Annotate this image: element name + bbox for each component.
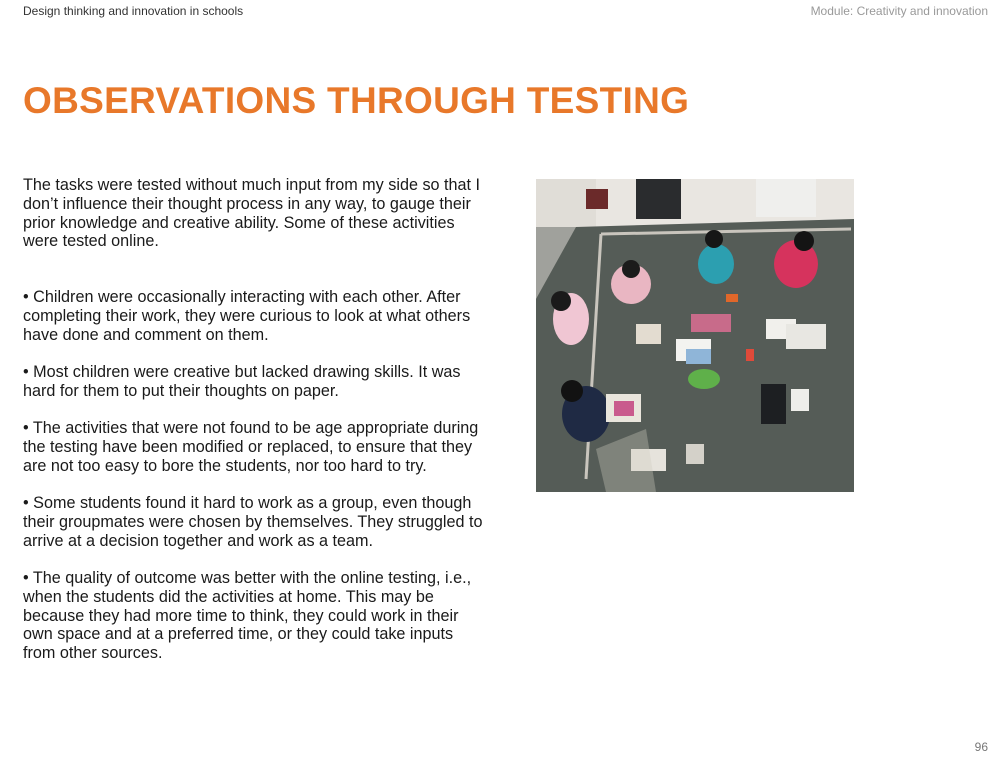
page-title: OBSERVATIONS THROUGH TESTING <box>23 80 690 121</box>
testing-session-photo <box>536 179 854 492</box>
header-module-title: Module: Creativity and innovation <box>810 4 988 18</box>
header-course-title: Design thinking and innovation in schools <box>23 4 244 18</box>
body-text <box>23 176 483 681</box>
intro-paragraph: The tasks were tested without much input from my side so that I don’t influence their thought process in any way, to gauge their prior knowledge and creative ability. Some of these activities were tested online. <box>23 176 481 251</box>
observation-bullet: • Most children were creative but lacked drawing skills. It was hard for them to put their thoughts on paper. <box>23 363 461 400</box>
observation-bullet: • Some students found it hard to work as a group, even though their groupmates were chosen by themselves. They struggled to arrive at a decision together and work as a team. <box>23 494 483 550</box>
observation-bullet: • The quality of outcome was better with the online testing, i.e., when the students did the activities at home. This may be because they had more time to think, they could work in their own space and at a preferred time, or they could take inputs from other sources. <box>23 568 472 663</box>
page-number: 96 <box>974 740 988 754</box>
observation-bullet: • The activities that were not found to be age appropriate during the testing have been modified or replaced, to ensure that they are not too easy to bore the students, nor too hard to try. <box>23 419 479 475</box>
observation-bullet: • Children were occasionally interacting with each other. After completing their work, they were curious to look at what others have done and comment on them. <box>23 288 471 344</box>
